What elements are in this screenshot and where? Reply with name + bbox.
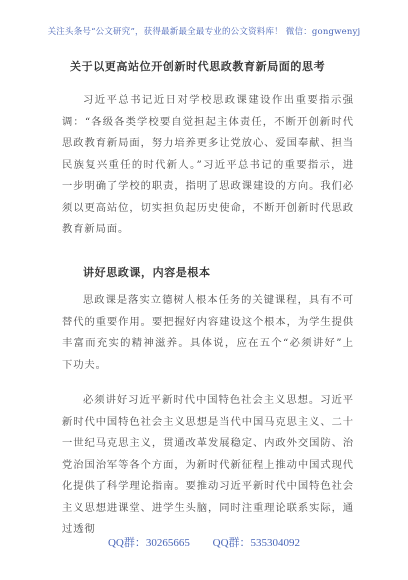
header-note: 关注头条号“公文研究”，获得最新最全最专业的公文资料库！ 微信：gongwenyj (47, 27, 361, 37)
footer-contact (0, 534, 408, 550)
footer-qq-group-2: QQ群：535304092 (212, 537, 301, 549)
document-title: 关于以更高站位开创新时代思政教育新局面的思考 (70, 60, 326, 73)
section-paragraph-2: 必须讲好习近平新时代中国特色社会主义思想。习近平新时代中国特色社会主义思想是当代中国马克思主义、二十一世纪马克思主义，贯通改革发展稳定、内政外交国防、治党治国治军等各个方面，为新时代新征程上推动中国式现代化提供了科学理论指南。要推动习近平新时代中国特色社会主义思想进课堂、进学生头脑，同时注重理论联系实际，通过透彻 (62, 394, 354, 535)
intro-paragraph: 习近平总书记近日对学校思政课建设作出重要指示强调：“各级各类学校要自觉担起主体责任，不断开创新时代思政教育新局面，努力培养更多让党放心、爱国奉献、担当民族复兴重任的时代新人。”习近平总书记的重要指示，进一步明确了学校的职责，指明了思政课建设的方向。我们必须以更高站位，切实担负起历史使命，不断开创新时代思政教育新局面。 (62, 94, 354, 235)
footer-qq-group-1: QQ群：30265665 (107, 537, 190, 549)
section-paragraph-1: 思政课是落实立德树人根本任务的关键课程，具有不可替代的重要作用。要把握好内容建设这个根本，为学生提供丰富而充实的精神滋养。具体说，应在五个“必须讲好”上下功夫。 (62, 294, 354, 371)
section-heading: 讲好思政课，内容是根本 (83, 266, 211, 279)
